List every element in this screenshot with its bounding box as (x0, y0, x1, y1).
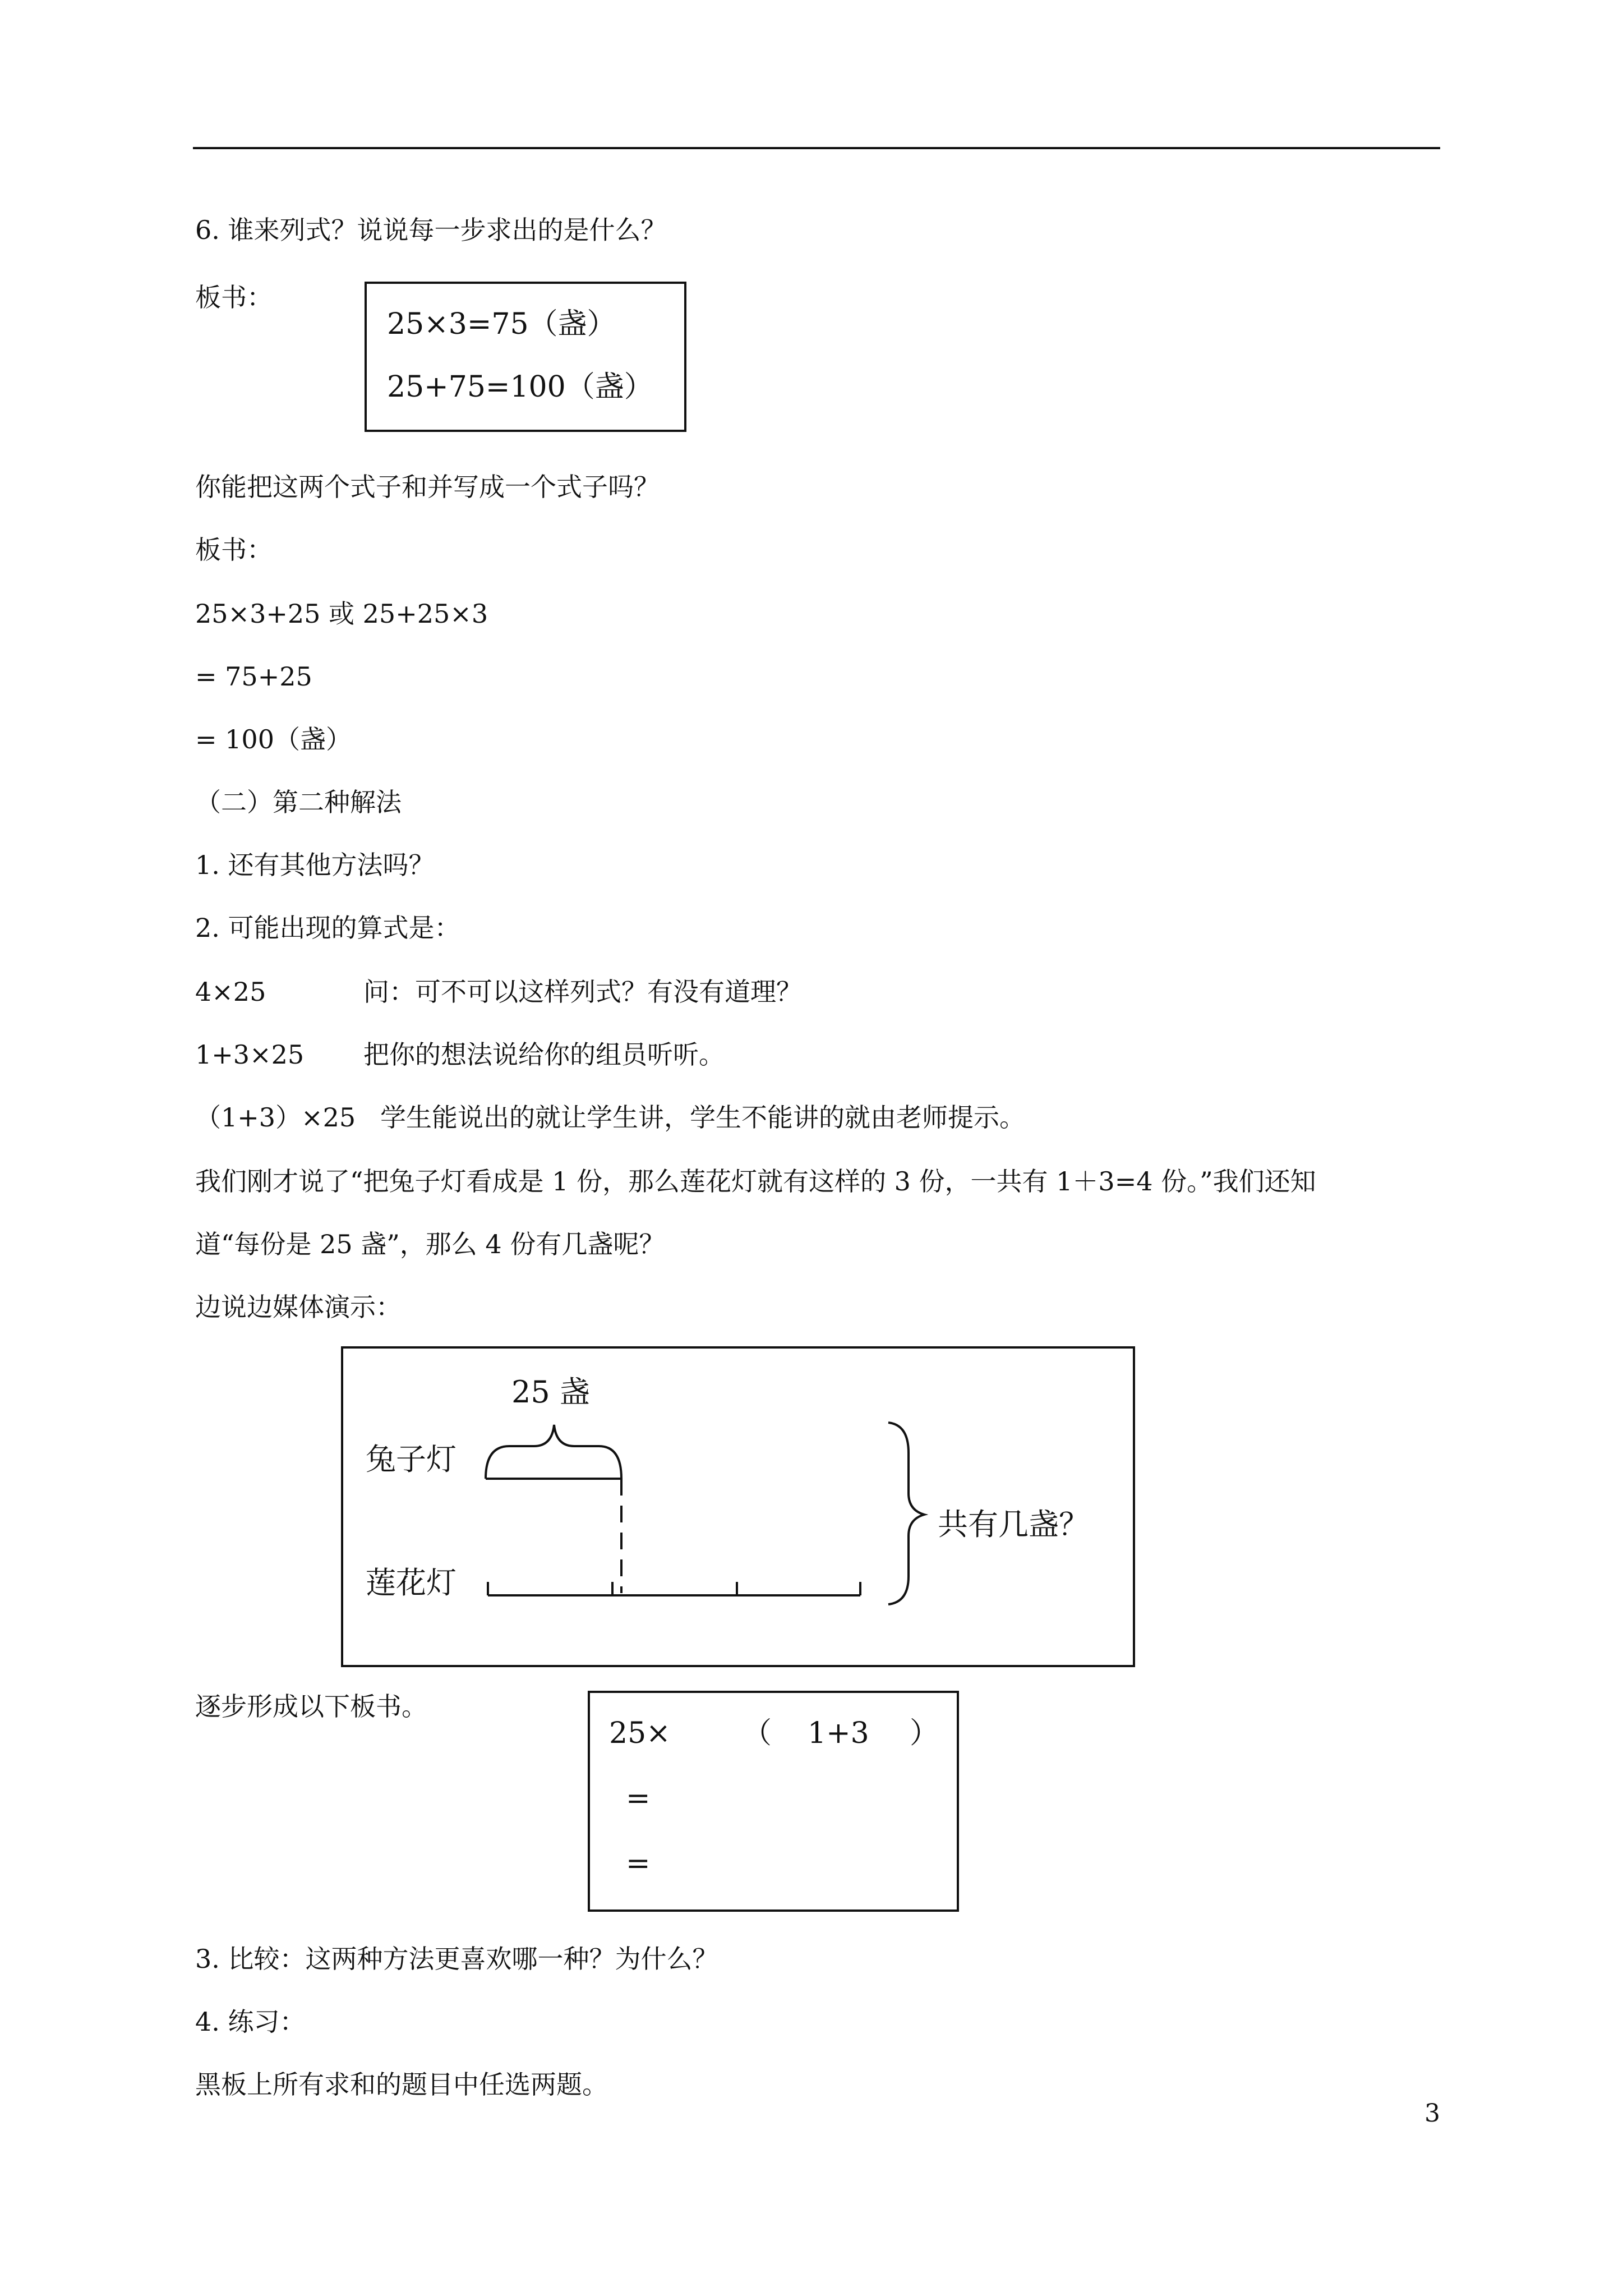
combined-formula: 25×3+25 或 25+25×3 (195, 599, 488, 629)
explain-line-2: 道“每份是 25 盏”，那么 4 份有几盏呢？ (195, 1229, 665, 1259)
combine-question: 你能把这两个式子和并写成一个式子吗？ (195, 472, 660, 502)
board-box-1 (365, 282, 686, 432)
formula-expr-1: 4×25 (195, 977, 266, 1007)
board2-close-paren: ） (910, 1717, 939, 1750)
combined-step-1: = 75+25 (195, 661, 312, 692)
practice-line: 黑板上所有求和的题目中任选两题。 (195, 2069, 608, 2100)
header-rule (193, 147, 1440, 149)
top-brace (486, 1425, 621, 1479)
board2-equals-1: = (626, 1782, 651, 1815)
method2-item1: 1. 还有其他方法吗？ (195, 850, 435, 880)
section6-heading: 6. 谁来列式？说说每一步求出的是什么？ (195, 215, 667, 245)
diagram-row1-label: 兔子灯 (366, 1442, 457, 1477)
segment-diagram (341, 1346, 1135, 1667)
combined-step-2: = 100（盏） (195, 724, 352, 754)
page-number: 3 (1424, 2099, 1440, 2128)
formula-expr-3: （1+3）×25 (195, 1102, 356, 1133)
diagram-top-label: 25 盏 (511, 1374, 590, 1410)
formula-note-2: 把你的想法说给你的组员听听。 (363, 1039, 725, 1070)
board-label-2: 板书： (195, 535, 273, 565)
board-box-2 (588, 1691, 959, 1912)
method2-heading: （二）第二种解法 (195, 787, 402, 817)
formula-note-3: 学生能说出的就让学生讲，学生不能讲的就由老师提示。 (380, 1102, 1025, 1133)
diagram-drawing (341, 1346, 1135, 1667)
item3: 3. 比较：这两种方法更喜欢哪一种？为什么？ (195, 1944, 718, 1974)
board-label: 板书： (195, 282, 273, 312)
item4: 4. 练习： (195, 2007, 306, 2037)
board2-sum: 1+3 (808, 1717, 869, 1750)
board2-expr: 25× (609, 1717, 671, 1750)
board2-open-paren: （ (743, 1717, 772, 1750)
formula-expr-2: 1+3×25 (195, 1039, 305, 1070)
board-line-1: 25×3=75（盏） (387, 307, 616, 341)
demo-label: 边说边媒体演示： (195, 1292, 402, 1322)
diagram-row2-label: 莲花灯 (366, 1565, 457, 1600)
explain-line-1: 我们刚才说了“把兔子灯看成是 1 份，那么莲花灯就有这样的 3 份，一共有 1＋3=4 份。”我们还知 (195, 1166, 1316, 1197)
formula-note-1: 问：可不可以这样列式？有没有道理？ (363, 977, 802, 1007)
method2-item2: 2. 可能出现的算式是： (195, 913, 460, 943)
board-line-2: 25+75=100（盏） (387, 370, 653, 404)
right-brace (888, 1423, 924, 1604)
board2-intro: 逐步形成以下板书。 (195, 1691, 427, 1722)
diagram-question: 共有几盏？ (938, 1507, 1089, 1542)
board2-equals-2: = (626, 1847, 651, 1880)
